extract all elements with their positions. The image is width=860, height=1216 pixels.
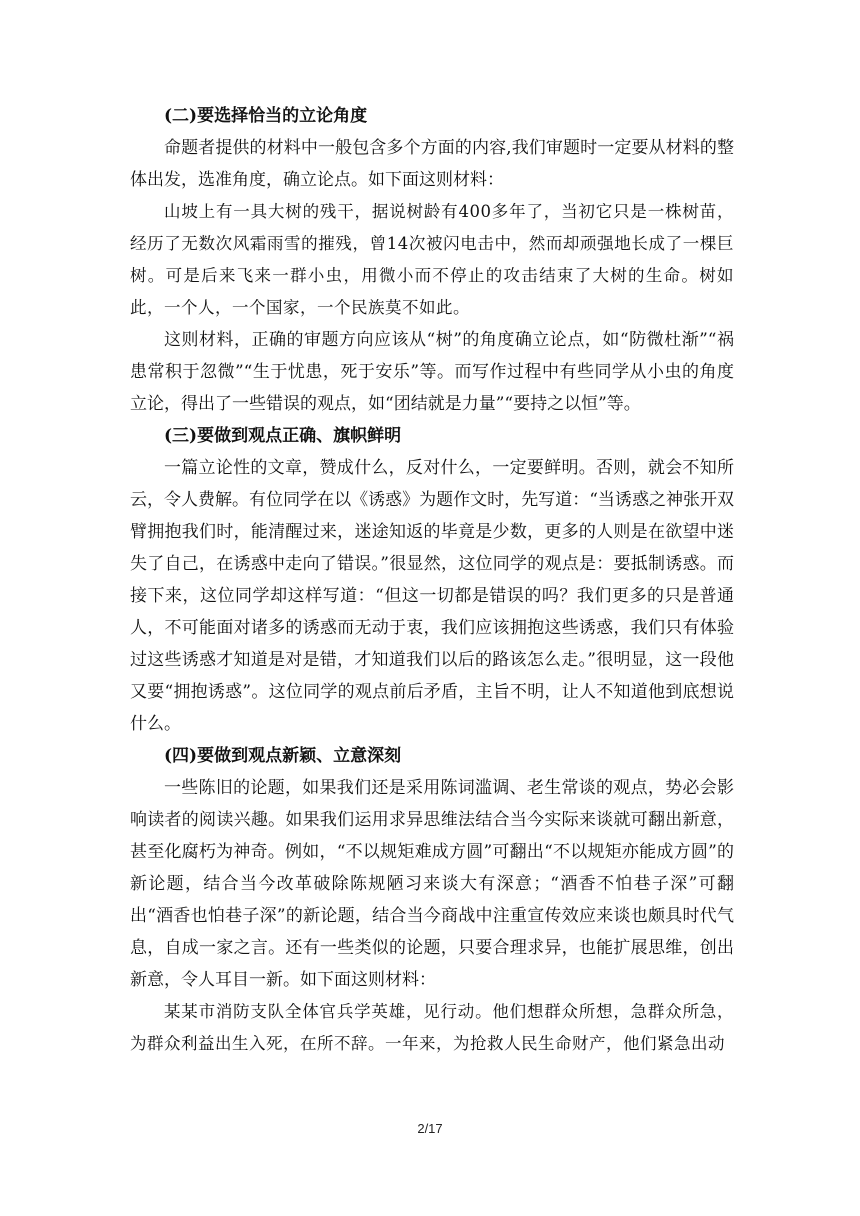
section-heading-2: (二)要选择恰当的立论角度 xyxy=(164,106,368,126)
page-number: 2/17 xyxy=(417,1121,443,1136)
section-4-material-quote: 某某市消防支队全体官兵学英雄，见行动。他们想群众所想，急群众所急，为群众利益出生入死，在所不辞。一年来，为抢救人民生命财产，他们紧急出动 xyxy=(130,1002,734,1053)
section-2-paragraph-2: 这则材料，正确的审题方向应该从“树”的角度确立论点，如“防微杜渐”“祸患常积于忽微”“生于忧患，死于安乐”等。而写作过程中有些同学从小虫的角度立论，得出了一些错误的观点，如“团结就是力量”“要持之以恒”等。 xyxy=(130,330,734,414)
section-3-paragraph-1: 一篇立论性的文章，赞成什么，反对什么，一定要鲜明。否则，就会不知所云，令人费解。有位同学在以《诱惑》为题作文时，先写道：“当诱惑之神张开双臂拥抱我们时，能清醒过来，迷途知返的毕竟是少数，更多的人则是在欲望中迷失了自己，在诱惑中走向了错误。”很显然，这位同学的观点是：要抵制诱惑。而接下来，这位同学却这样写道：“但这一切都是错误的吗？我们更多的只是普通人，不可能面对诸多的诱惑而无动于衷，我们应该拥抱这些诱惑，我们只有体验过这些诱惑才知道是对是错，才知道我们以后的路该怎么走。”很明显，这一段他又要“拥抱诱惑”。这位同学的观点前后矛盾，主旨不明，让人不知道他到底想说什么。 xyxy=(130,458,734,734)
section-4-paragraph-1: 一些陈旧的论题，如果我们还是采用陈词滥调、老生常谈的观点，势必会影响读者的阅读兴趣。如果我们运用求异思维法结合当今实际来谈就可翻出新意，甚至化腐朽为神奇。例如，“不以规矩难成方圆”可翻出“不以规矩亦能成方圆”的新论题，结合当今改革破除陈规陋习来谈大有深意；“酒香不怕巷子深”可翻出“酒香也怕巷子深”的新论题，结合当今商战中注重宣传效应来谈也颇具时代气息，自成一家之言。还有一些类似的论题，只要合理求异，也能扩展思维，创出新意，令人耳目一新。如下面这则材料： xyxy=(130,778,734,990)
document-body xyxy=(130,100,734,1060)
section-2-paragraph-1: 命题者提供的材料中一般包含多个方面的内容,我们审题时一定要从材料的整体出发，选准角度，确立论点。如下面这则材料： xyxy=(130,138,734,190)
section-heading-3: (三)要做到观点正确、旗帜鲜明 xyxy=(164,426,402,446)
section-heading-4: (四)要做到观点新颖、立意深刻 xyxy=(164,746,402,766)
section-2-material-quote: 山坡上有一具大树的残干，据说树龄有400多年了，当初它只是一株树苗，经历了无数次风霜雨雪的摧残，曾14次被闪电击中，然而却顽强地长成了一棵巨树。可是后来飞来一群小虫，用微小而不停止的攻击结束了大树的生命。树如此，一个人，一个国家，一个民族莫不如此。 xyxy=(130,202,734,317)
